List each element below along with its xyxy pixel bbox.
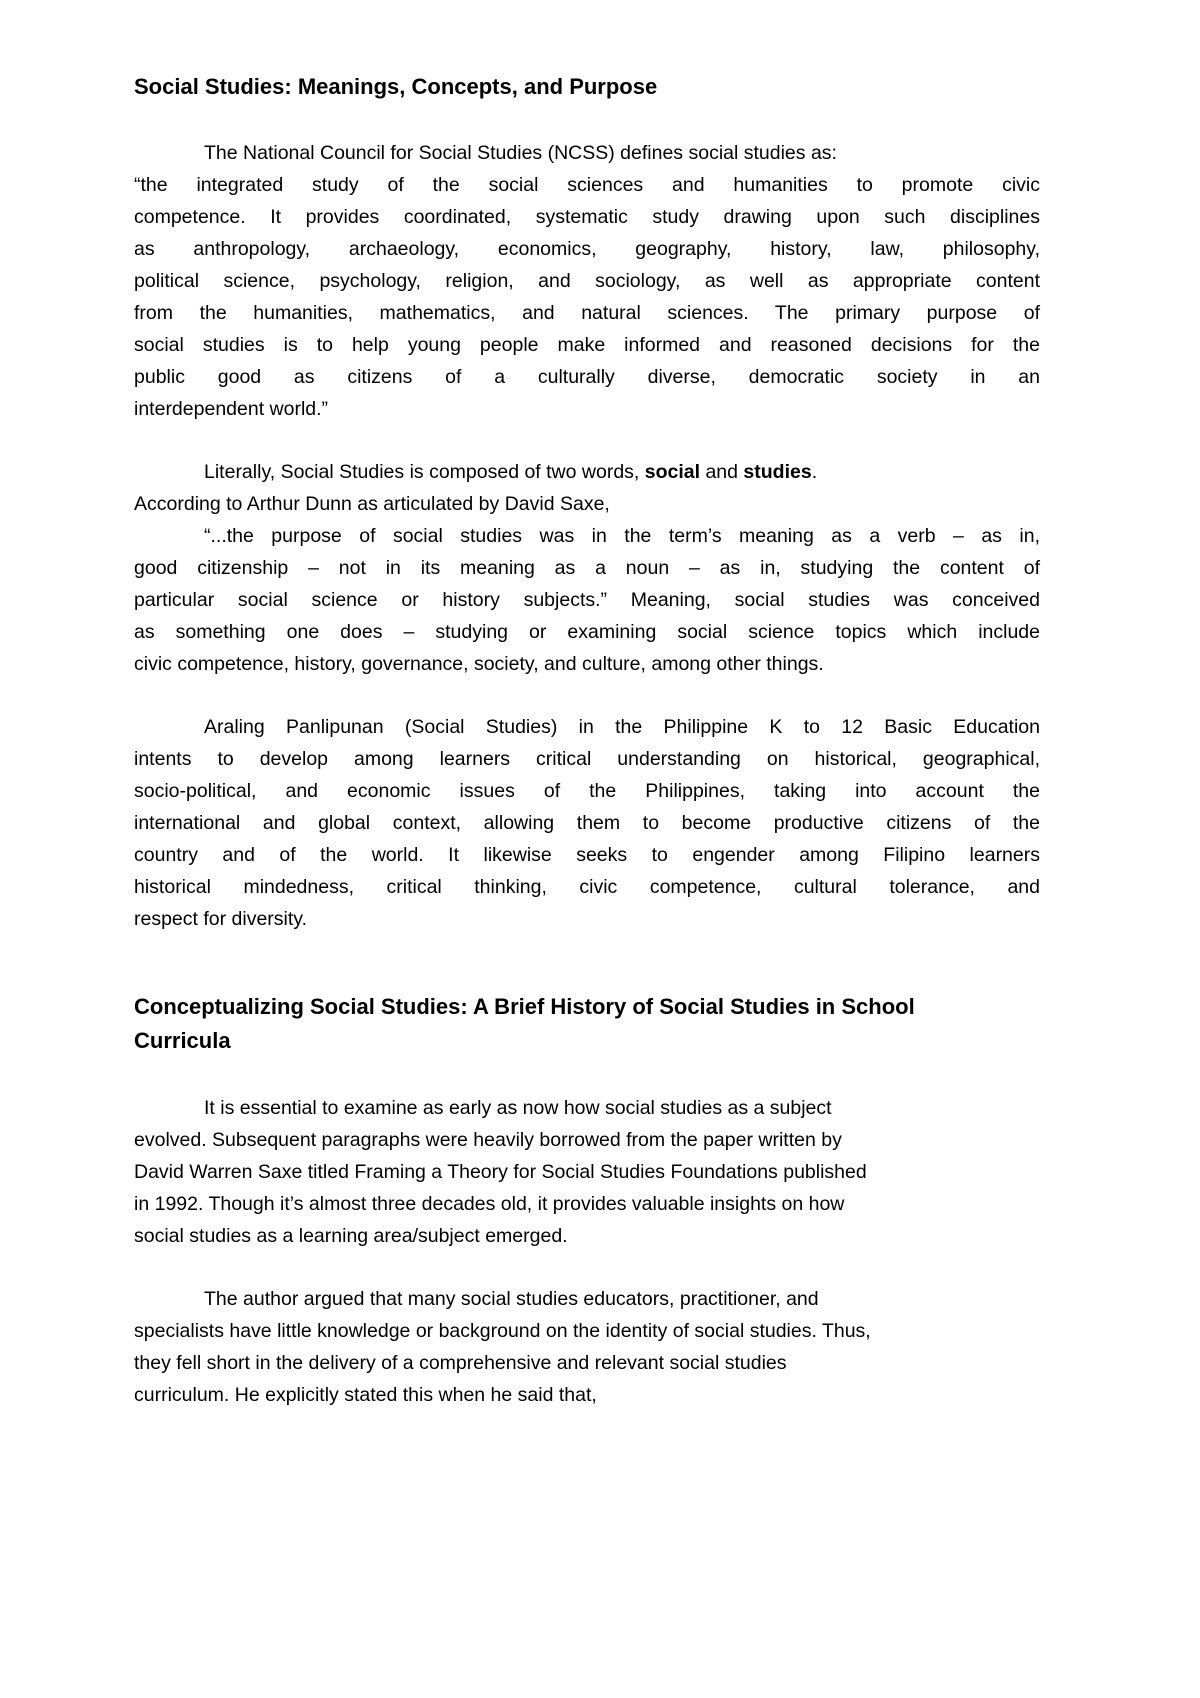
text-line: civic competence, history, governance, society, and culture, among other things. <box>134 653 824 675</box>
heading-text: Curricula <box>134 1028 231 1053</box>
text-line: The author argued that many social studies educators, practitioner, and <box>204 1288 819 1310</box>
text-line: Araling Panlipunan (Social Studies) in the Philippine K to 12 Basic Education <box>204 716 1040 738</box>
text-run: . <box>811 461 818 483</box>
text-line: The National Council for Social Studies (NCSS) defines social studies as: <box>204 142 837 164</box>
text-line: social studies as a learning area/subject emerged. <box>134 1225 568 1247</box>
text-line: socio-political, and economic issues of the Philippines, taking into account the <box>134 780 1040 802</box>
bold-term-studies: studies <box>743 461 812 483</box>
text-line: they fell short in the delivery of a comprehensive and relevant social studies <box>134 1352 787 1374</box>
text-line: interdependent world.” <box>134 398 329 420</box>
text-line: curriculum. He explicitly stated this when he said that, <box>134 1384 597 1406</box>
text-line: political science, psychology, religion, and sociology, as well as appropriate content <box>134 270 1040 292</box>
text-line: It is essential to examine as early as now how social studies as a subject <box>204 1097 832 1119</box>
text-line: specialists have little knowledge or background on the identity of social studies. Thus, <box>134 1320 871 1342</box>
text-line: According to Arthur Dunn as articulated by David Saxe, <box>134 493 610 515</box>
heading-text: Conceptualizing Social Studies: A Brief History of Social Studies in School <box>134 994 915 1019</box>
text-line: David Warren Saxe titled Framing a Theory for Social Studies Foundations published <box>134 1161 867 1183</box>
heading-meanings <box>134 70 1040 104</box>
text-line: historical mindedness, critical thinking, civic competence, cultural tolerance, and <box>134 876 1040 898</box>
bold-term-social: social <box>644 461 701 483</box>
heading-text: Social Studies: Meanings, Concepts, and Purpose <box>134 74 658 99</box>
text-line <box>134 456 1040 488</box>
text-line: competence. It provides coordinated, systematic study drawing upon such disciplines <box>134 206 1040 228</box>
text-line: international and global context, allowing them to become productive citizens of the <box>134 812 1040 834</box>
paragraph-araling-panlipunan <box>134 711 1040 935</box>
text-line: social studies is to help young people make informed and reasoned decisions for the <box>134 334 1040 356</box>
paragraph-literally <box>134 456 1040 680</box>
text-line: country and of the world. It likewise seeks to engender among Filipino learners <box>134 844 1040 866</box>
text-line: public good as citizens of a culturally diverse, democratic society in an <box>134 366 1040 388</box>
text-line: as something one does – studying or examining social science topics which include <box>134 621 1040 643</box>
text-line: “the integrated study of the social sciences and humanities to promote civic <box>134 174 1040 196</box>
text-run: Literally, Social Studies is composed of two words, <box>204 461 645 483</box>
text-line: evolved. Subsequent paragraphs were heavily borrowed from the paper written by <box>134 1129 842 1151</box>
text-run: and <box>700 461 744 483</box>
paragraph-ncss-definition <box>134 137 1040 425</box>
text-line: respect for diversity. <box>134 908 308 930</box>
paragraph-author-argued <box>134 1283 1040 1411</box>
text-line: “...the purpose of social studies was in the term’s meaning as a verb – as in, <box>204 525 1040 547</box>
text-line: in 1992. Though it’s almost three decades old, it provides valuable insights on how <box>134 1193 845 1215</box>
heading-conceptualizing <box>134 990 1040 1058</box>
text-line: good citizenship – not in its meaning as a noun – as in, studying the content of <box>134 557 1040 579</box>
paragraph-essential <box>134 1092 1040 1252</box>
text-line: from the humanities, mathematics, and natural sciences. The primary purpose of <box>134 302 1040 324</box>
text-line: as anthropology, archaeology, economics, geography, history, law, philosophy, <box>134 238 1040 260</box>
text-line: particular social science or history subjects.” Meaning, social studies was conceived <box>134 589 1040 611</box>
text-line: intents to develop among learners critical understanding on historical, geographical, <box>134 748 1040 770</box>
